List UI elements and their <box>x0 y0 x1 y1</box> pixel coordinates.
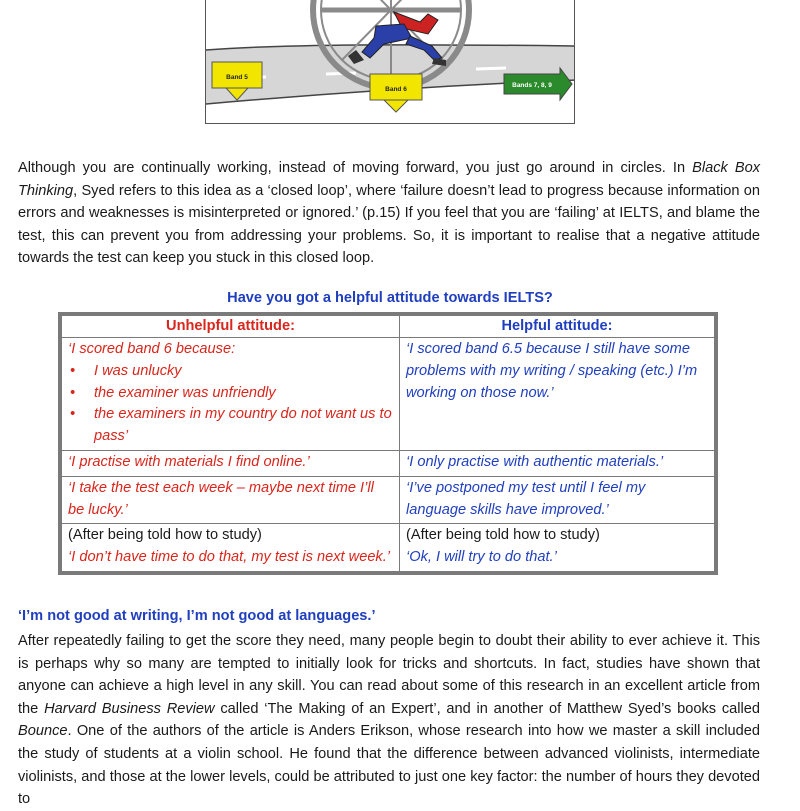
context-note: (After being told how to study) <box>406 527 600 544</box>
helpful-cell: ‘I only practise with authentic materials.’ <box>400 450 715 476</box>
hamster-wheel-illustration <box>205 0 575 124</box>
unhelpful-cell <box>62 338 400 451</box>
band-5-label: Band 5 <box>226 74 248 81</box>
unhelpful-intro: ‘I scored band 6 because: <box>68 341 236 357</box>
list-item: • the examiner was unfriendly <box>70 384 276 401</box>
table-title: Have you got a helpful attitude towards IELTS? <box>227 290 553 306</box>
header-helpful: Helpful attitude: <box>400 316 715 338</box>
journal-title: Harvard Business Review <box>44 700 215 717</box>
list-item: • the examiners in my country do not want us to pass’ <box>70 406 392 445</box>
table-row <box>62 476 715 524</box>
list-item: • I was unlucky <box>70 362 182 379</box>
bands-7-8-9-label: Bands 7, 8, 9 <box>512 82 552 89</box>
unhelpful-cell <box>62 524 400 572</box>
helpful-cell: ‘I scored band 6.5 because I still have some problems with my writing / speaking (etc.) I’m working on those now.’ <box>400 338 715 451</box>
context-note: (After being told how to study) <box>68 527 262 544</box>
section-heading: ‘I’m not good at writing, I’m not good at languages.’ <box>18 608 376 624</box>
closed-loop-paragraph: Although you are continually working, instead of moving forward, you just go around in circles. In Black Box Thinking, Syed refers to this idea as a ‘closed loop’, where ‘failure doesn’t lead to progress because information on errors and weaknesses is misinterpreted or ignored.’ (p.15) If you feel that you are ‘failing’ at IELTS, and blame the test, this can prevent you from addressing your problems. So, it is important to realise that a negative attitude towards the test can keep you stuck in this closed loop. <box>18 160 761 267</box>
table-row <box>62 338 715 451</box>
book-title-black-box-thinking: Black Box Thinking <box>18 160 761 199</box>
helpful-quote: ‘Ok, I will try to do that.’ <box>406 549 557 566</box>
header-unhelpful: Unhelpful attitude: <box>62 316 400 338</box>
attitude-table <box>58 312 718 575</box>
table-row <box>62 450 715 476</box>
unhelpful-cell: ‘I practise with materials I find online.’ <box>62 450 400 476</box>
band-6-label: Band 6 <box>385 86 407 93</box>
unhelpful-cell: ‘I take the test each week – maybe next time I’ll be lucky.’ <box>62 476 400 524</box>
table-row <box>62 524 715 572</box>
expertise-paragraph: After repeatedly failing to get the score they need, many people begin to doubt their ability to ever achieve it. This is perhaps why so many are tempted to initially look for tricks and shortcuts. In fact, studies have shown that anyone can achieve a high level in any skill. You can read about some of this research in an excellent article from the Harvard Business Review called ‘The Making of an Expert’, and in another of Matthew Syed’s books called Bounce. One of the authors of the article is Anders Erikson, whose research into how we master a skill included the study of students at a violin school. He found that the difference between advanced violinists, intermediate violinists, and those at the lower levels, could be attributed to just one key factor: the number of hours they devoted to <box>18 633 760 808</box>
helpful-cell <box>400 524 715 572</box>
table-header-row <box>62 316 715 338</box>
band-6-sign <box>370 74 422 112</box>
book-title-bounce: Bounce <box>18 723 68 740</box>
helpful-cell: ‘I’ve postponed my test until I feel my language skills have improved.’ <box>400 476 715 524</box>
unhelpful-quote: ‘I don’t have time to do that, my test is next week.’ <box>68 549 391 566</box>
